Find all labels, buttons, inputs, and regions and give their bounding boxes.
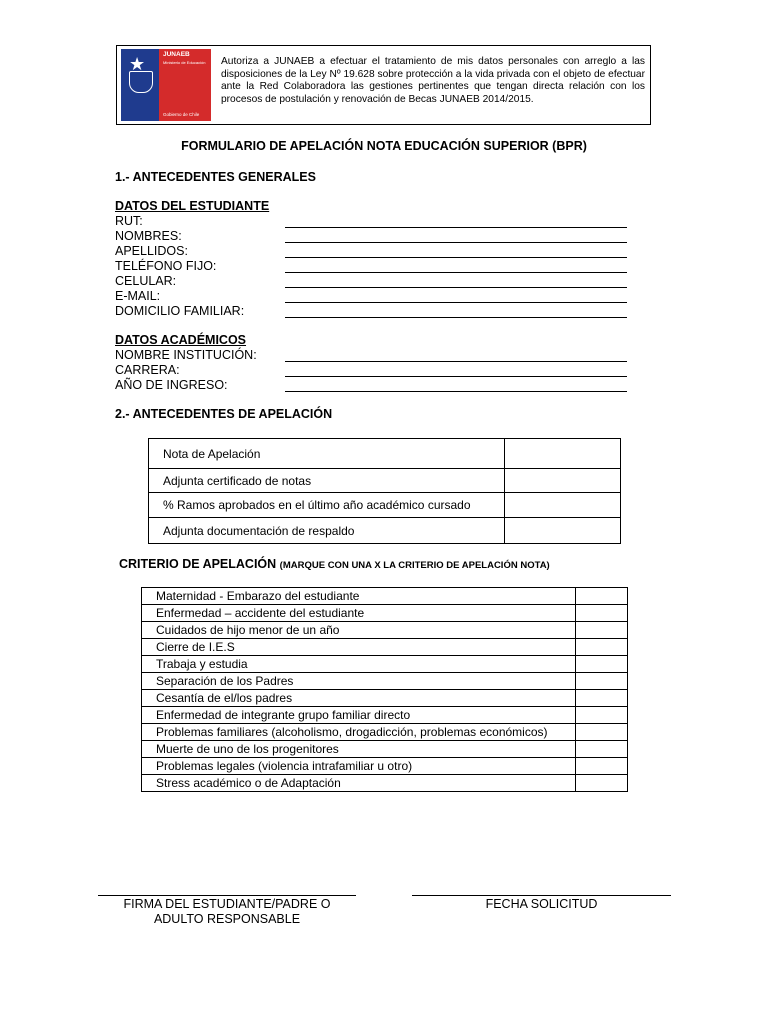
table-row bbox=[142, 588, 628, 605]
table-row bbox=[142, 707, 628, 724]
logo-government: Gobierno de Chile bbox=[163, 112, 200, 117]
field-celular-label: CELULAR: bbox=[115, 274, 177, 288]
student-signature-label-1: FIRMA DEL ESTUDIANTE/PADRE O bbox=[123, 897, 331, 911]
form-title: FORMULARIO DE APELACIÓN NOTA EDUCACIÓN SUPERIOR (BPR) bbox=[181, 139, 587, 153]
table-row bbox=[149, 439, 621, 469]
star-icon: ★ bbox=[129, 54, 146, 74]
criteria-item-label: Cierre de I.E.S bbox=[142, 639, 576, 656]
criteria-item-label: Enfermedad de integrante grupo familiar directo bbox=[142, 707, 576, 724]
field-carrera[interactable] bbox=[115, 363, 627, 378]
appeal-row-label: Adjunta documentación de respaldo bbox=[149, 518, 505, 544]
criteria-item-label: Cesantía de el/los padres bbox=[142, 690, 576, 707]
appeal-row-label: Adjunta certificado de notas bbox=[149, 469, 505, 493]
criteria-item-checkbox[interactable] bbox=[576, 639, 628, 656]
date-signature-block bbox=[412, 895, 671, 912]
criteria-item-checkbox[interactable] bbox=[576, 707, 628, 724]
field-carrera-line[interactable] bbox=[285, 376, 627, 377]
appeal-row-value[interactable] bbox=[505, 493, 621, 518]
criteria-item-checkbox[interactable] bbox=[576, 622, 628, 639]
section2-heading: 2.- ANTECEDENTES DE APELACIÓN bbox=[115, 407, 333, 421]
appeal-table bbox=[148, 438, 621, 544]
table-row bbox=[142, 724, 628, 741]
field-telefono-fijo-line[interactable] bbox=[285, 272, 627, 273]
logo-brand: JUNAEB bbox=[163, 51, 190, 58]
criteria-item-label: Cuidados de hijo menor de un año bbox=[142, 622, 576, 639]
criteria-item-checkbox[interactable] bbox=[576, 656, 628, 673]
field-celular-line[interactable] bbox=[285, 287, 627, 288]
table-row bbox=[142, 673, 628, 690]
criteria-item-checkbox[interactable] bbox=[576, 775, 628, 792]
appeal-row-value[interactable] bbox=[505, 469, 621, 493]
field-email[interactable] bbox=[115, 289, 627, 304]
appeal-row-value[interactable] bbox=[505, 439, 621, 469]
field-nombres-label: NOMBRES: bbox=[115, 229, 182, 243]
criteria-item-checkbox[interactable] bbox=[576, 605, 628, 622]
field-nombres-line[interactable] bbox=[285, 242, 627, 243]
criteria-heading-text: CRITERIO DE APELACIÓN bbox=[119, 557, 277, 571]
table-row bbox=[142, 605, 628, 622]
field-domicilio-line[interactable] bbox=[285, 317, 627, 318]
criteria-item-label: Enfermedad – accidente del estudiante bbox=[142, 605, 576, 622]
table-row bbox=[142, 639, 628, 656]
shield-icon bbox=[129, 71, 153, 93]
field-domicilio-label: DOMICILIO FAMILIAR: bbox=[115, 304, 245, 318]
appeal-row-label: % Ramos aprobados en el último año académico cursado bbox=[149, 493, 505, 518]
criteria-heading bbox=[119, 557, 550, 571]
criteria-item-checkbox[interactable] bbox=[576, 673, 628, 690]
table-row bbox=[142, 758, 628, 775]
field-ano-ingreso-label: AÑO DE INGRESO: bbox=[115, 378, 228, 392]
table-row bbox=[142, 622, 628, 639]
student-signature-label-2: ADULTO RESPONSABLE bbox=[153, 912, 301, 926]
junaeb-logo bbox=[121, 49, 211, 121]
field-carrera-label: CARRERA: bbox=[115, 363, 180, 377]
academic-data-heading: DATOS ACADÉMICOS bbox=[115, 333, 247, 347]
field-rut-label: RUT: bbox=[115, 214, 143, 228]
field-rut-line[interactable] bbox=[285, 227, 627, 228]
field-apellidos[interactable] bbox=[115, 244, 627, 259]
logo-ministry: Ministerio de Educación bbox=[163, 60, 206, 65]
table-row bbox=[149, 469, 621, 493]
date-signature-line[interactable] bbox=[412, 895, 671, 896]
criteria-item-label: Problemas familiares (alcoholismo, drogadicción, problemas económicos) bbox=[142, 724, 576, 741]
criteria-item-checkbox[interactable] bbox=[576, 690, 628, 707]
table-row bbox=[142, 690, 628, 707]
field-institucion-label: NOMBRE INSTITUCIÓN: bbox=[115, 348, 257, 362]
criteria-table bbox=[141, 587, 628, 792]
field-apellidos-label: APELLIDOS: bbox=[115, 244, 188, 258]
field-email-line[interactable] bbox=[285, 302, 627, 303]
table-row bbox=[142, 775, 628, 792]
criteria-item-label: Separación de los Padres bbox=[142, 673, 576, 690]
criteria-item-label: Trabaja y estudia bbox=[142, 656, 576, 673]
field-celular[interactable] bbox=[115, 274, 627, 289]
appeal-row-label: Nota de Apelación bbox=[149, 439, 505, 469]
student-signature-line[interactable] bbox=[98, 895, 356, 896]
date-signature-label: FECHA SOLICITUD bbox=[485, 897, 598, 911]
field-rut[interactable] bbox=[115, 214, 627, 229]
criteria-item-checkbox[interactable] bbox=[576, 588, 628, 605]
table-row bbox=[149, 518, 621, 544]
table-row bbox=[142, 741, 628, 758]
criteria-item-checkbox[interactable] bbox=[576, 741, 628, 758]
field-ano-ingreso[interactable] bbox=[115, 378, 627, 393]
field-telefono-fijo[interactable] bbox=[115, 259, 627, 274]
criteria-item-checkbox[interactable] bbox=[576, 758, 628, 775]
criteria-item-label: Maternidad - Embarazo del estudiante bbox=[142, 588, 576, 605]
field-institucion[interactable] bbox=[115, 348, 627, 363]
field-ano-ingreso-line[interactable] bbox=[285, 391, 627, 392]
section1-heading: 1.- ANTECEDENTES GENERALES bbox=[115, 170, 316, 184]
student-signature-block bbox=[98, 895, 356, 927]
consent-text: Autoriza a JUNAEB a efectuar el tratamiento de mis datos personales con arreglo a las disposiciones de la Ley Nº 19.628 sobre protección a la vida privada con el objeto de efectuar ante la Red Colaboradora las gestiones pertinentes que tengan directa relación con los procesos de postulación y renovación de Becas JUNAEB 2014/2015. bbox=[221, 56, 645, 105]
appeal-row-value[interactable] bbox=[505, 518, 621, 544]
consent-header-box bbox=[116, 45, 651, 125]
field-telefono-fijo-label: TELÉFONO FIJO: bbox=[115, 259, 217, 273]
criteria-heading-note: (MARQUE CON UNA X LA CRITERIO DE APELACIÓN NOTA) bbox=[279, 560, 550, 571]
table-row bbox=[149, 493, 621, 518]
field-email-label: E-MAIL: bbox=[115, 289, 161, 303]
criteria-item-label: Stress académico o de Adaptación bbox=[142, 775, 576, 792]
field-nombres[interactable] bbox=[115, 229, 627, 244]
field-domicilio[interactable] bbox=[115, 304, 627, 319]
table-row bbox=[142, 656, 628, 673]
criteria-item-label: Muerte de uno de los progenitores bbox=[142, 741, 576, 758]
field-institucion-line[interactable] bbox=[285, 361, 627, 362]
criteria-item-label: Problemas legales (violencia intrafamiliar u otro) bbox=[142, 758, 576, 775]
criteria-item-checkbox[interactable] bbox=[576, 724, 628, 741]
field-apellidos-line[interactable] bbox=[285, 257, 627, 258]
student-data-heading: DATOS DEL ESTUDIANTE bbox=[115, 199, 270, 213]
